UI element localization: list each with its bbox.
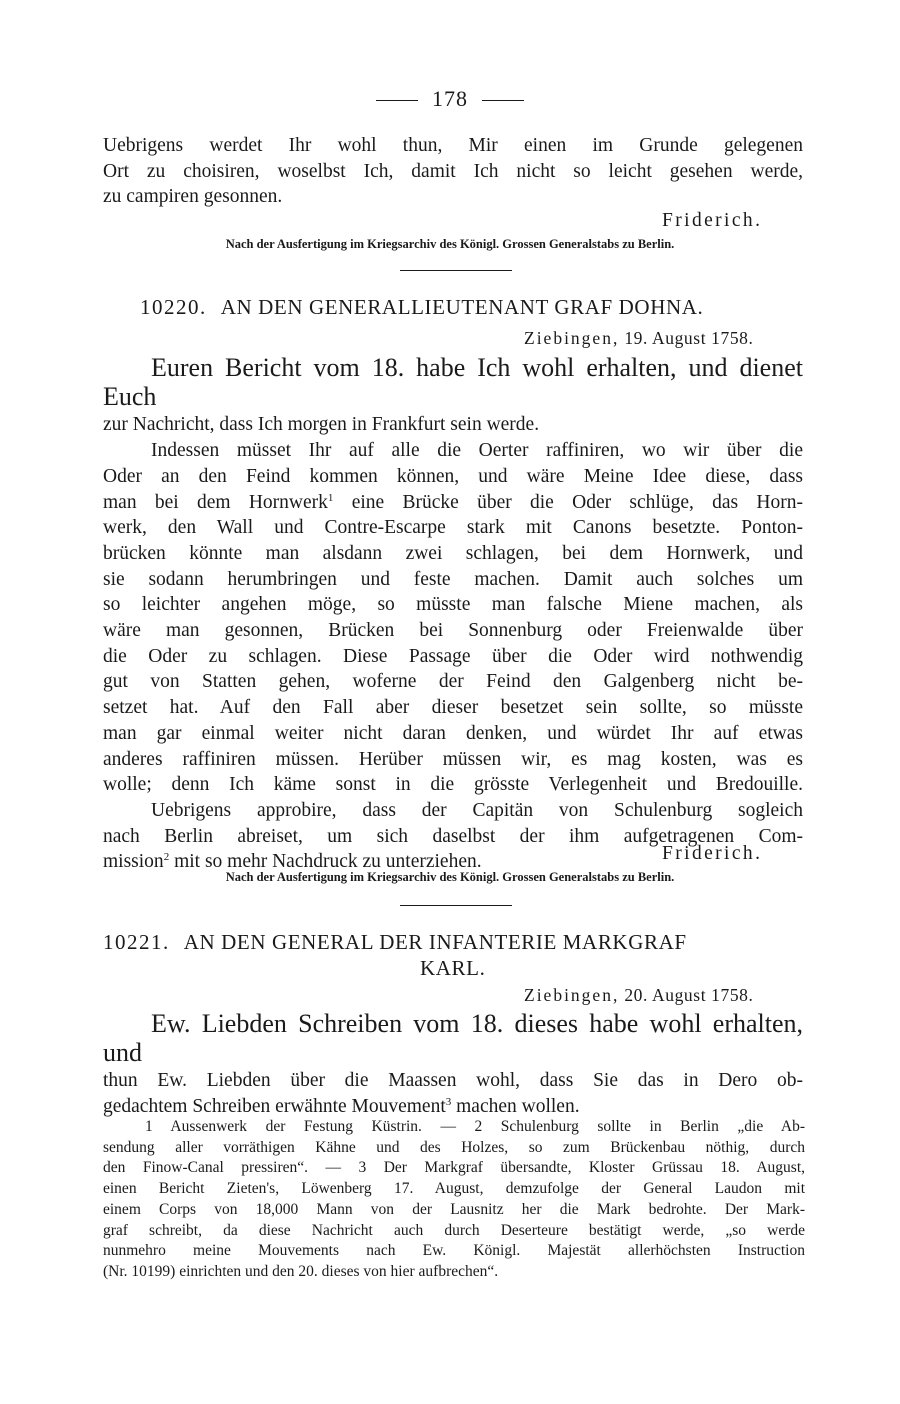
text-line: setzet hat. Auf den Fall aber dieser besetzet sein sollte, so müsste	[103, 697, 803, 719]
footnote-mark: 2	[163, 851, 170, 864]
text-line: Ort zu choisiren, woselbst Ich, damit Ich nicht so leicht gesehen werde,	[103, 160, 803, 182]
footnote-line: nunmehro meine Mouvements nach Ew. Königl. Majestät allerhöchsten Instruction	[103, 1242, 805, 1260]
text-line: so leichter angehen möge, so müsste man falsche Miene machen, als	[103, 594, 803, 616]
place-name: Ziebingen,	[524, 328, 620, 348]
signature: Friderich.	[662, 843, 763, 864]
footnote-mark: 1	[327, 491, 334, 504]
text-line: man gar einmal weiter nicht daran denken, und würdet Ihr auf etwas	[103, 722, 803, 744]
letter-body	[103, 1011, 803, 1120]
footnote-line: einen Bericht Zieten's, Löwenberg 17. August, demzufolge der General Laudon mit	[103, 1180, 805, 1198]
page-number-dash-left	[376, 100, 418, 101]
letter-number: 10220.	[140, 295, 207, 319]
text-line: Uebrigens werdet Ihr wohl thun, Mir einen im Grunde gelegenen	[103, 135, 803, 156]
place-date	[524, 328, 754, 349]
page-number	[0, 86, 900, 112]
text-line: Indessen müsset Ihr auf alle die Oerter raffiniren, wo wir über die	[151, 440, 803, 462]
letter-heading	[103, 930, 687, 955]
text-line: wolle; denn Ich käme sonst in die grösste Verlegenheit und Bredouille.	[103, 774, 803, 796]
letter-body	[103, 355, 803, 875]
place-name: Ziebingen,	[524, 985, 620, 1005]
letter-title: AN DEN GENERALLIEUTENANT GRAF DOHNA.	[220, 295, 704, 319]
text-line: Uebrigens approbire, dass der Capitän von Schulenburg sogleich	[151, 799, 803, 821]
text-line: werk, den Wall und Contre-Escarpe stark mit Canons besetzte. Ponton-	[103, 517, 803, 539]
date: 20. August 1758.	[624, 985, 754, 1005]
letter-heading	[140, 295, 703, 320]
letter-title: AN DEN GENERAL DER INFANTERIE MARKGRAF	[183, 930, 687, 954]
footnote-line: den Finow-Canal pressiren“. — 3 Der Markgraf übersandte, Kloster Grüssau 18. August,	[103, 1159, 805, 1177]
section-rule	[400, 270, 512, 271]
section-rule	[400, 905, 512, 906]
page-number-text: 178	[432, 86, 468, 111]
previous-letter-ending	[103, 133, 803, 210]
text-line: man bei dem Hornwerk$^1$ eine Brücke über die Oder schlüge, das Horn-	[103, 491, 803, 513]
text-line: sie sodann herumbringen und feste machen. Damit auch solches um	[103, 568, 803, 590]
source-note: Nach der Ausfertigung im Kriegsarchiv des Königl. Grossen Generalstabs zu Berlin.	[225, 870, 675, 884]
page-number-dash-right	[482, 100, 524, 101]
text-line: Euren Bericht vom 18. habe Ich wohl erhalten, und dienet Euch	[103, 353, 803, 411]
text-line: zur Nachricht, dass Ich morgen in Frankfurt sein werde.	[103, 414, 540, 436]
text-line: brücken könnte man alsdann zwei schlagen, bei dem Hornwerk, und	[103, 542, 803, 564]
text-line: zu campiren gesonnen.	[103, 186, 283, 208]
footnote-line: graf schreibt, da diese Nachricht auch durch Deserteure bestätigt werde, „so werde	[103, 1221, 805, 1239]
text-line: gut von Statten gehen, woferne der Feind den Galgenberg nicht be-	[103, 671, 803, 693]
text-line: gedachtem Schreiben erwähnte Mouvement$^3$ machen wollen.	[103, 1096, 580, 1118]
text-line: Oder an den Feind kommen können, und wäre Meine Idee diese, dass	[103, 465, 803, 487]
place-date	[524, 985, 754, 1006]
letter-number: 10221.	[103, 930, 170, 954]
footnote-mark: 3	[445, 1096, 452, 1109]
footnote-line: sendung aller vorräthigen Kähne und des Holzes, so zum Brückenbau nöthig, durch	[103, 1138, 805, 1156]
text-line: Ew. Liebden Schreiben vom 18. dieses habe wohl erhalten, und	[103, 1009, 803, 1067]
text-line: anderes raffiniren müssen. Herüber müssen wir, es mag kosten, was es	[103, 748, 803, 770]
text-line: wäre man gesonnen, Brücken bei Sonnenburg oder Freienwalde über	[103, 620, 803, 642]
text-line: mission$^2$ mit so mehr Nachdruck zu unterziehen.	[103, 851, 482, 873]
date: 19. August 1758.	[624, 328, 754, 348]
footnote-line: einem Corps von 18,000 Mann von der Lausnitz her die Mark bedrohte. Der Mark-	[103, 1200, 805, 1218]
text-line: die Oder zu schlagen. Diese Passage über die Oder wird nothwendig	[103, 645, 803, 667]
footnotes	[103, 1117, 805, 1283]
footnote-line: (Nr. 10199) einrichten und den 20. dieses von hier aufbrechen“.	[103, 1262, 499, 1280]
signature: Friderich.	[662, 210, 763, 231]
source-note: Nach der Ausfertigung im Kriegsarchiv des Königl. Grossen Generalstabs zu Berlin.	[225, 237, 675, 251]
text-line: nach Berlin abreiset, um sich daselbst der ihm aufgetragenen Com-	[103, 825, 803, 847]
footnote-line: 1 Aussenwerk der Festung Küstrin. — 2 Schulenburg sollte in Berlin „die Ab-	[145, 1118, 805, 1135]
text-line: thun Ew. Liebden über die Maassen wohl, dass Sie das in Dero ob-	[103, 1070, 803, 1092]
letter-title-continued: KARL.	[420, 956, 486, 980]
